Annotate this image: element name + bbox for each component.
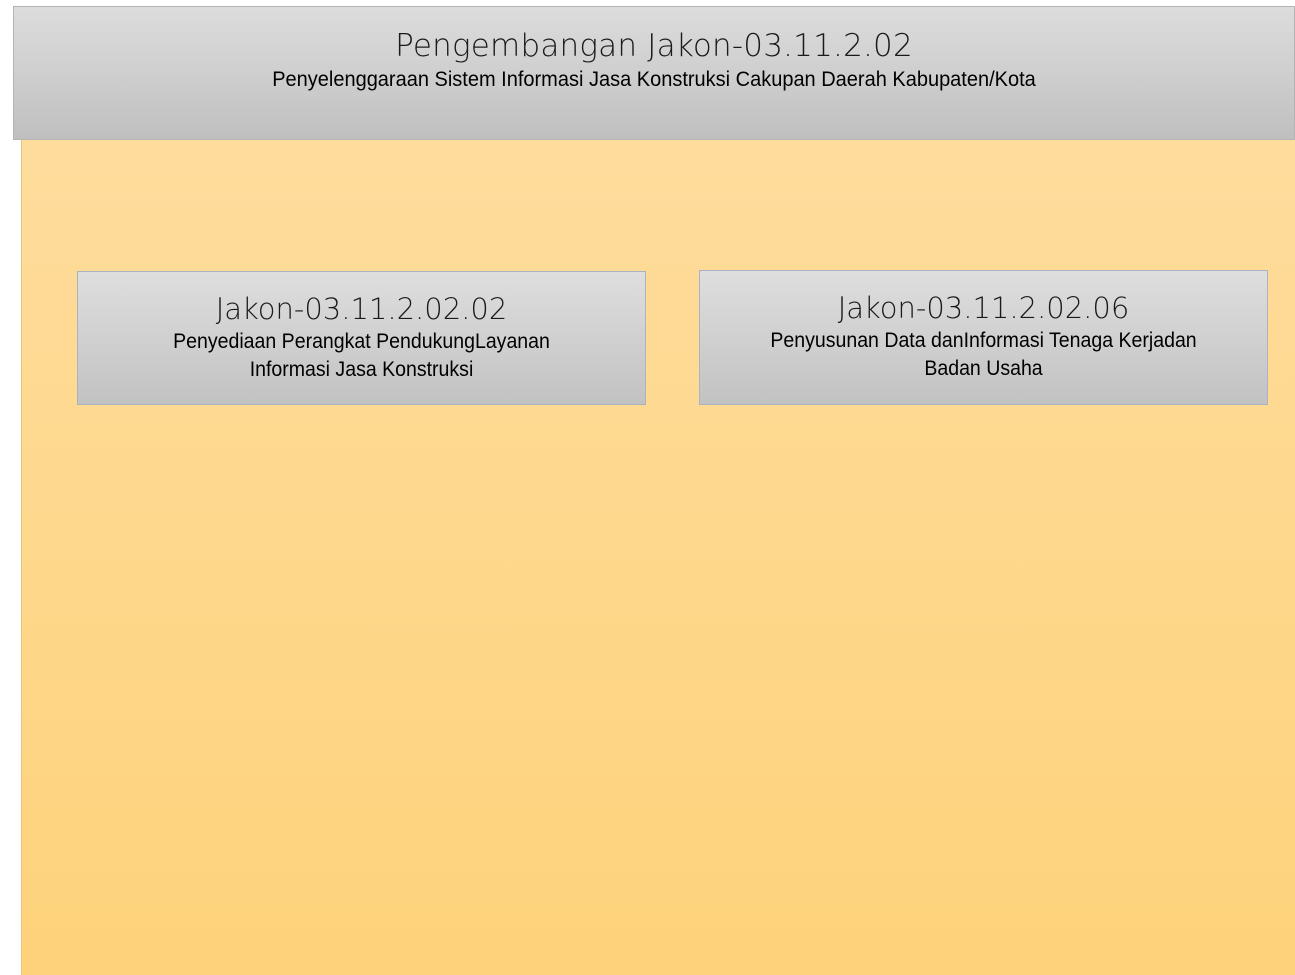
node-title-line: Badan Usaha [924,357,1043,380]
header-box [13,6,1295,140]
node-code: Jakon-03.11.2.02.06 [837,291,1130,325]
node-title [720,327,1247,383]
node-title-line: Informasi Jasa Konstruksi [249,358,474,381]
container-panel [21,140,1295,975]
node-box-02 [77,271,646,405]
node-title [98,328,625,384]
header-code: Pengembangan Jakon-03.11.2.02 [395,28,913,64]
header-title: Penyelenggaraan Sistem Informasi Jasa Konstruksi Cakupan Daerah Kabupaten/Kota [272,67,1036,91]
node-code: Jakon-03.11.2.02.02 [215,292,508,326]
node-title-line: Penyusunan Data danInformasi Tenaga Kerjadan [770,329,1197,352]
node-box-06 [699,270,1268,405]
node-title-line: Penyediaan Perangkat PendukungLayanan [173,330,550,353]
